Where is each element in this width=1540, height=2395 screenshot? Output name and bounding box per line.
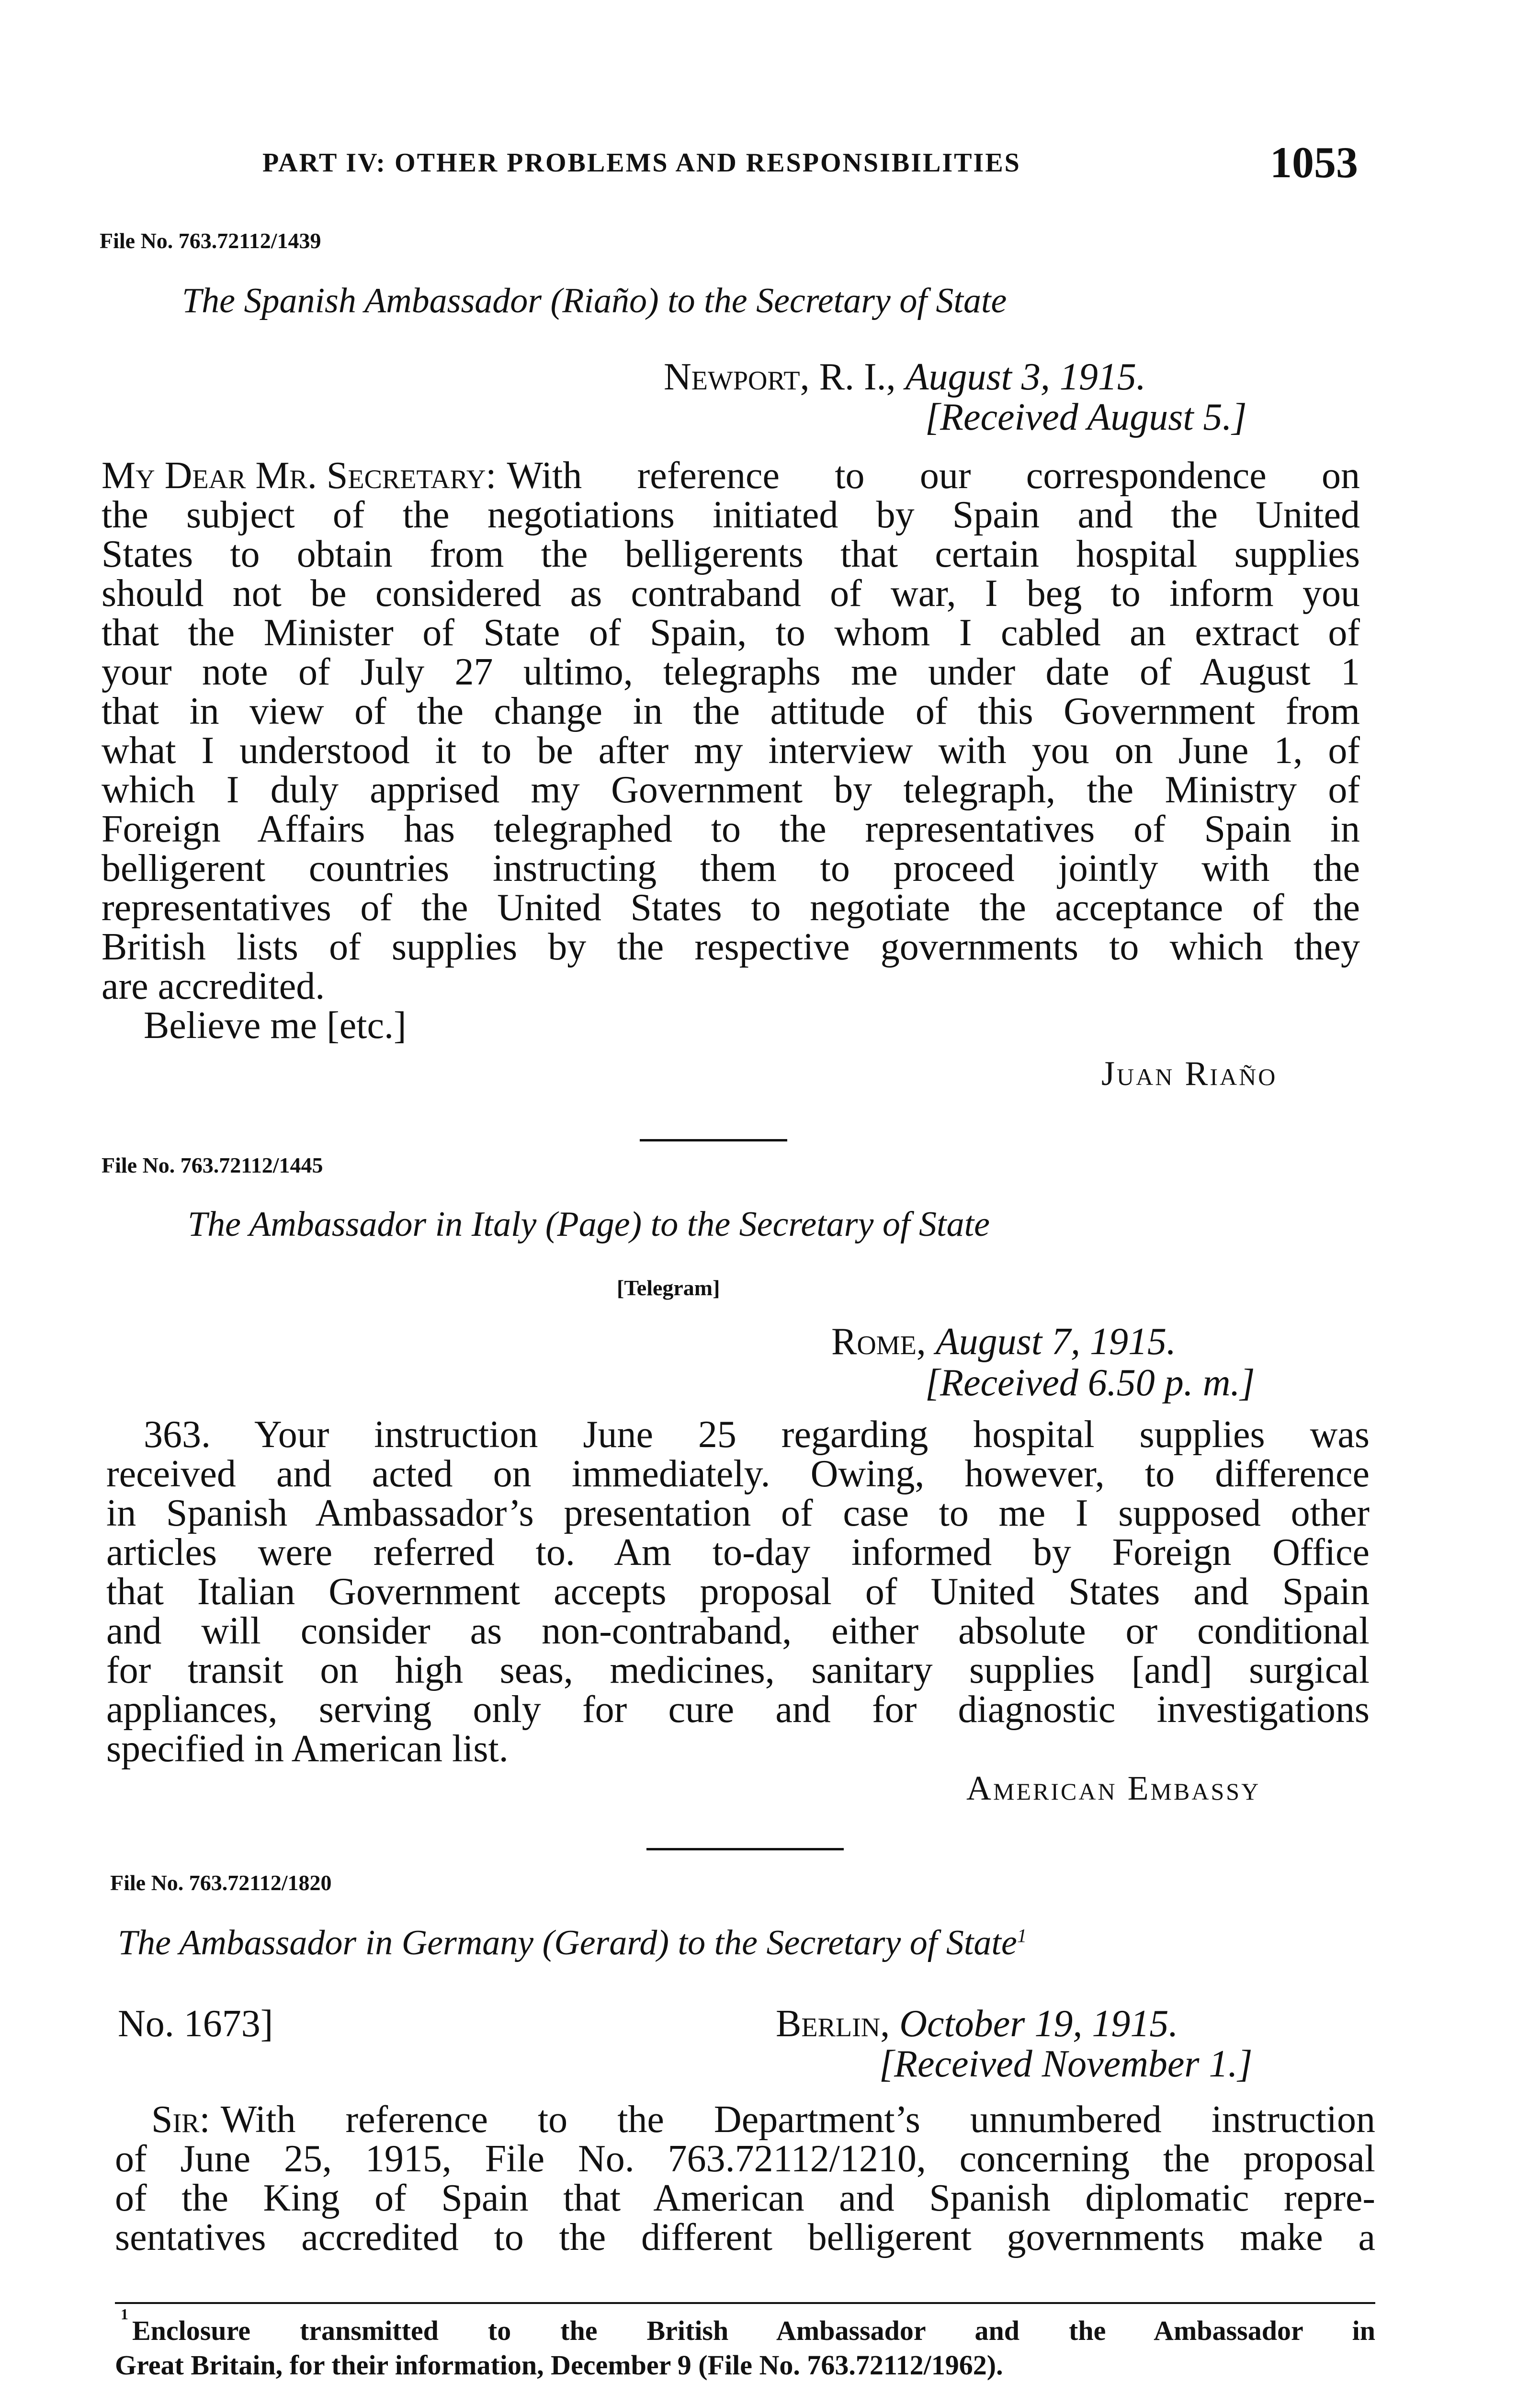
doc3-footnote-ref: 1 [1017,1925,1027,1947]
doc3-file-number: File No. 763.72112/1820 [110,1870,332,1895]
doc2-line-2: received and acted on immediately. Owing, however, to difference [106,1453,1370,1495]
doc1-line-12: representatives of the United States to negotiate the acceptance of the [102,887,1360,929]
doc2-telegram-label: [Telegram] [617,1276,720,1300]
footnote-line-1 [121,2306,1375,2347]
doc2-signature: American Embassy [966,1769,1261,1807]
doc1-line-10: Foreign Affairs has telegraphed to the representatives of Spain in [102,808,1360,850]
doc2-line-6: and will consider as non-contraband, either absolute or conditional [106,1610,1370,1652]
doc3-line-1-text: With reference to the Department’s unnumbered instruction [220,2098,1375,2141]
doc2-line-1: 363. Your instruction June 25 regarding hospital supplies was [144,1414,1370,1456]
doc3-date: October 19, 1915. [899,2003,1178,2045]
section-divider-2 [646,1848,844,1850]
doc3-received: [Received November 1.] [879,2043,1253,2085]
doc3-line-3: of the King of Spain that American and Spanish diplomatic repre- [115,2177,1375,2219]
section-divider [640,1139,787,1141]
doc1-salutation: My Dear Mr. Secretary: [102,455,497,497]
doc1-line-1-text: With reference to our correspondence on [507,455,1360,497]
doc2-date: August 7, 1915. [935,1321,1177,1363]
doc3-title [118,1923,1027,1963]
doc1-line-8: what I understood it to be after my interview with you on June 1, of [102,730,1360,772]
footnote-rule [115,2302,1375,2304]
doc1-received: [Received August 5.] [925,396,1247,438]
footnote-marker: 1 [121,2306,128,2323]
doc2-title: The Ambassador in Italy (Page) to the Secretary of State [188,1205,990,1244]
doc2-dateline [831,1320,1176,1364]
footnote-line-2: Great Britain, for their information, December 9 (File No. 763.72112/1962). [115,2349,1003,2381]
doc3-line-4: sentatives accredited to the different belligerent governments make a [115,2216,1375,2258]
doc1-line-9: which I duly apprised my Government by telegraph, the Ministry of [102,769,1360,811]
doc3-line-1 [151,2098,1375,2142]
doc3-place: Berlin, [776,2003,890,2045]
doc3-number: No. 1673] [118,2003,273,2045]
doc1-line-6: your note of July 27 ultimo, telegraphs me under date of August 1 [102,651,1360,693]
footnote-text-1: Enclosure transmitted to the British Ambassador and the Ambassador in [132,2315,1375,2346]
doc1-title: The Spanish Ambassador (Riaño) to the Secretary of State [182,281,1007,320]
doc2-place: Rome, [831,1321,926,1363]
doc1-dateline [664,355,1146,399]
doc1-line-3: States to obtain from the belligerents that certain hospital supplies [102,533,1360,575]
doc1-line-11: belligerent countries instructing them to proceed jointly with the [102,847,1360,890]
doc2-line-5: that Italian Government accepts proposal of United States and Spain [106,1571,1370,1613]
doc1-signature: Juan Riaño [1101,1054,1278,1093]
doc3-salutation: Sir: [151,2098,210,2141]
doc3-dateline [776,2002,1178,2046]
doc1-line-4: should not be considered as contraband of war, I beg to inform you [102,572,1360,615]
doc1-line-7: that in view of the change in the attitude of this Government from [102,690,1360,732]
doc1-line-14: are accredited. [102,965,325,1007]
doc2-line-4: articles were referred to. Am to-day informed by Foreign Office [106,1531,1370,1574]
doc1-line-5: that the Minister of State of Spain, to whom I cabled an extract of [102,612,1360,654]
doc3-title-text: The Ambassador in Germany (Gerard) to the Secretary of State [118,1923,1017,1962]
running-header: PART IV: OTHER PROBLEMS AND RESPONSIBILITIES [262,148,1021,178]
doc1-line-2: the subject of the negotiations initiated by Spain and the United [102,494,1360,536]
doc1-date: August 3, 1915. [905,356,1146,398]
doc1-file-number: File No. 763.72112/1439 [100,228,321,253]
doc1-closing: Believe me [etc.] [144,1004,407,1047]
doc1-line-1 [102,454,1360,498]
doc2-file-number: File No. 763.72112/1445 [102,1153,323,1177]
doc1-place: Newport, R. I., [664,356,896,398]
doc2-line-8: appliances, serving only for cure and for diagnostic investigations [106,1688,1370,1731]
doc3-line-2: of June 25, 1915, File No. 763.72112/1210, concerning the proposal [115,2138,1375,2180]
doc2-line-3: in Spanish Ambassador’s presentation of case to me I supposed other [106,1492,1370,1534]
doc2-line-9: specified in American list. [106,1728,509,1770]
doc2-line-7: for transit on high seas, medicines, sanitary supplies [and] surgical [106,1649,1370,1691]
doc1-line-13: British lists of supplies by the respective governments to which they [102,926,1360,968]
page-number: 1053 [1270,138,1358,187]
doc2-received: [Received 6.50 p. m.] [925,1362,1255,1404]
